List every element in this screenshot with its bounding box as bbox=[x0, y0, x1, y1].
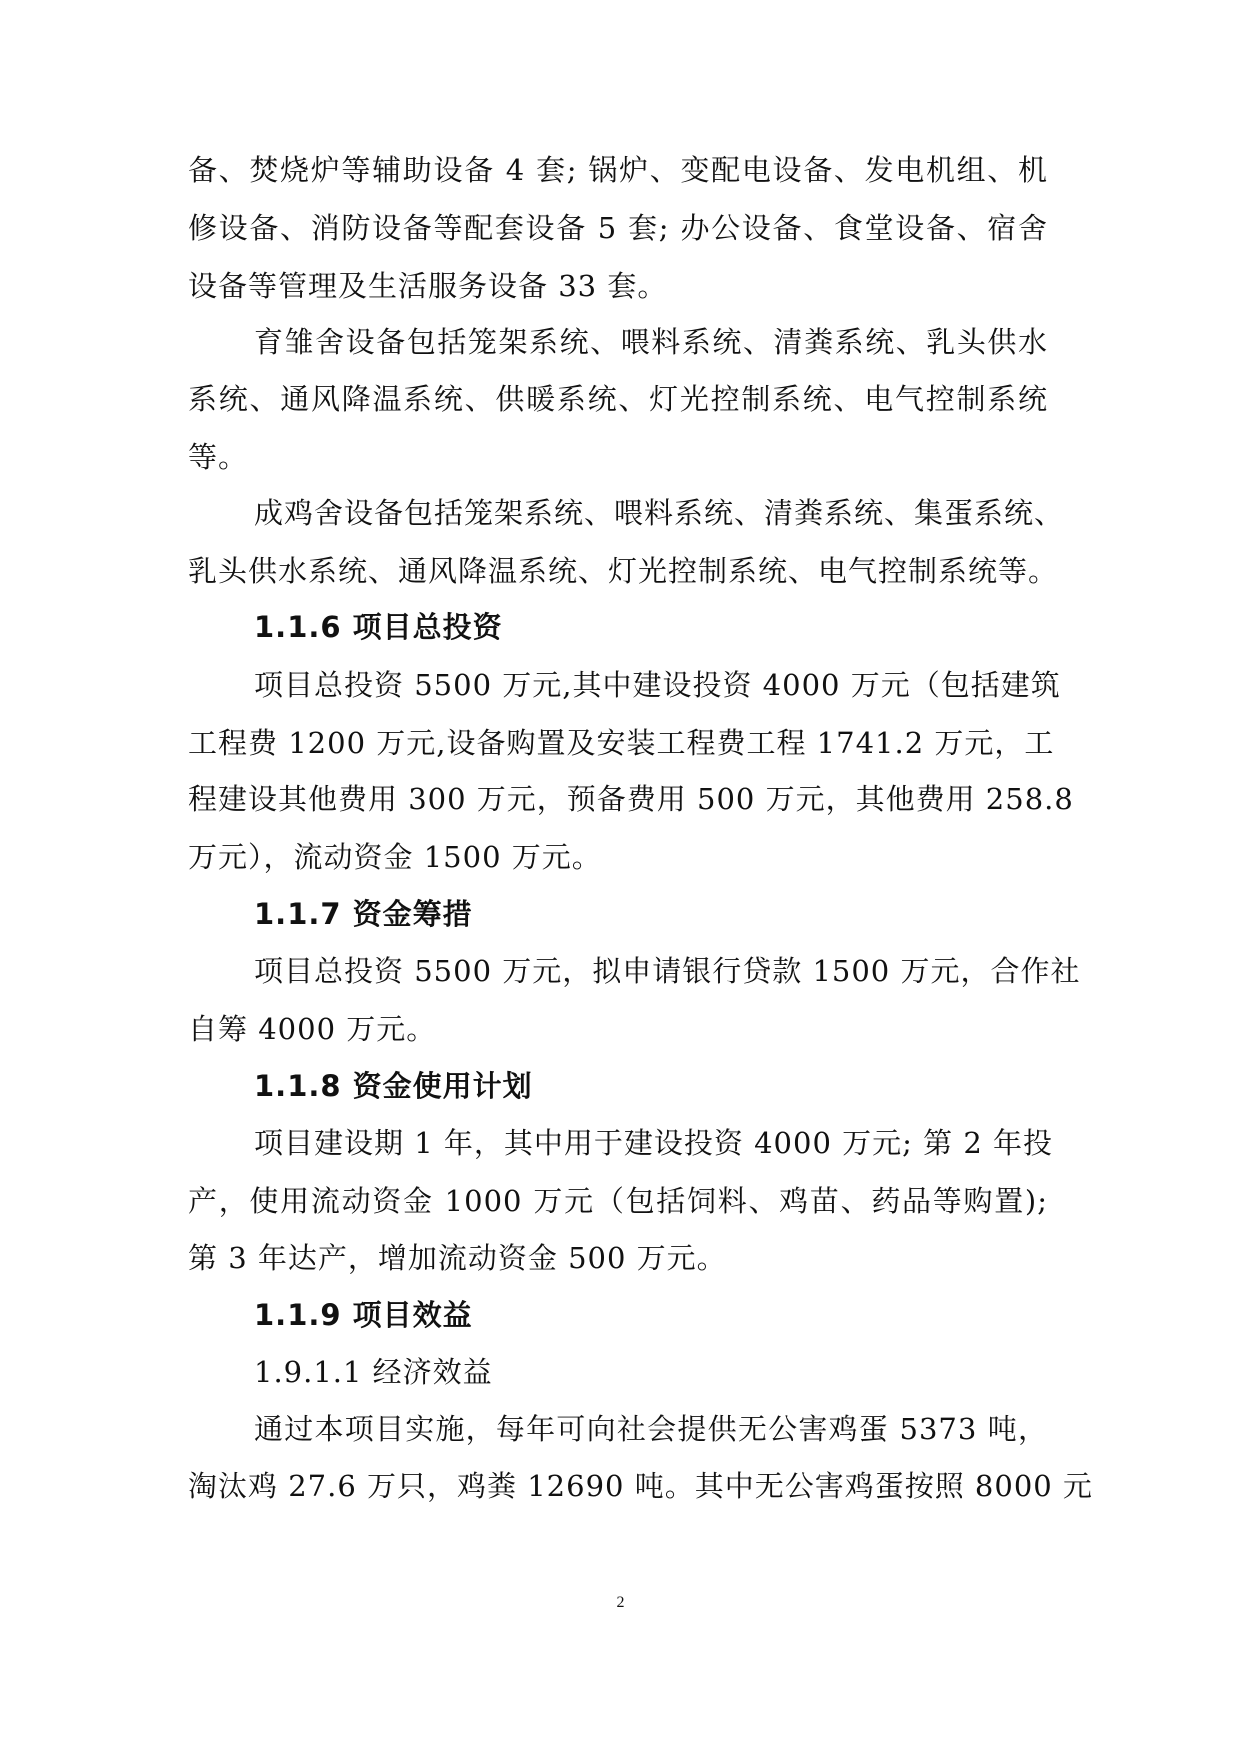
paragraph-line: 工程费 1200 万元,设备购置及安装工程费工程 1741.2 万元，工 bbox=[188, 726, 1055, 760]
paragraph-line: 乳头供水系统、通风降温系统、灯光控制系统、电气控制系统等。 bbox=[188, 554, 1059, 588]
paragraph-line: 程建设其他费用 300 万元，预备费用 500 万元，其他费用 258.8 bbox=[188, 782, 1074, 816]
paragraph-line: 成鸡舍设备包括笼架系统、喂料系统、清粪系统、集蛋系统、 bbox=[254, 496, 1065, 530]
paragraph-line: 万元），流动资金 1500 万元。 bbox=[188, 840, 602, 874]
paragraph-line: 系统、通风降温系统、供暖系统、灯光控制系统、电气控制系统 bbox=[188, 382, 1048, 416]
paragraph-line: 备、焚烧炉等辅助设备 4 套; 锅炉、变配电设备、发电机组、机 bbox=[188, 153, 1048, 187]
paragraph-line: 设备等管理及生活服务设备 33 套。 bbox=[188, 269, 668, 303]
section-heading: 1.1.9 项目效益 bbox=[254, 1298, 473, 1332]
paragraph-line: 自筹 4000 万元。 bbox=[188, 1012, 437, 1046]
page-number: 2 bbox=[616, 1594, 625, 1611]
paragraph-line: 项目总投资 5500 万元,其中建设投资 4000 万元（包括建筑 bbox=[254, 668, 1061, 702]
paragraph-line: 第 3 年达产，增加流动资金 500 万元。 bbox=[188, 1241, 727, 1275]
section-heading: 1.1.8 资金使用计划 bbox=[254, 1069, 533, 1103]
paragraph-line: 修设备、消防设备等配套设备 5 套; 办公设备、食堂设备、宿舍 bbox=[188, 211, 1048, 245]
paragraph-line: 产，使用流动资金 1000 万元（包括饲料、鸡苗、药品等购置); bbox=[188, 1184, 1048, 1218]
paragraph-line: 等。 bbox=[188, 440, 249, 474]
paragraph-line: 通过本项目实施，每年可向社会提供无公害鸡蛋 5373 吨， bbox=[254, 1412, 1048, 1446]
section-heading: 1.1.7 资金筹措 bbox=[254, 897, 473, 931]
paragraph-line: 淘汰鸡 27.6 万只，鸡粪 12690 吨。其中无公害鸡蛋按照 8000 元 bbox=[188, 1469, 1093, 1503]
paragraph-line: 项目建设期 1 年，其中用于建设投资 4000 万元; 第 2 年投 bbox=[254, 1126, 1054, 1160]
subsection-heading: 1.9.1.1 经济效益 bbox=[254, 1355, 493, 1389]
section-heading: 1.1.6 项目总投资 bbox=[254, 610, 503, 644]
paragraph-line: 育雏舍设备包括笼架系统、喂料系统、清粪系统、乳头供水 bbox=[254, 325, 1048, 359]
paragraph-line: 项目总投资 5500 万元，拟申请银行贷款 1500 万元，合作社 bbox=[254, 954, 1081, 988]
